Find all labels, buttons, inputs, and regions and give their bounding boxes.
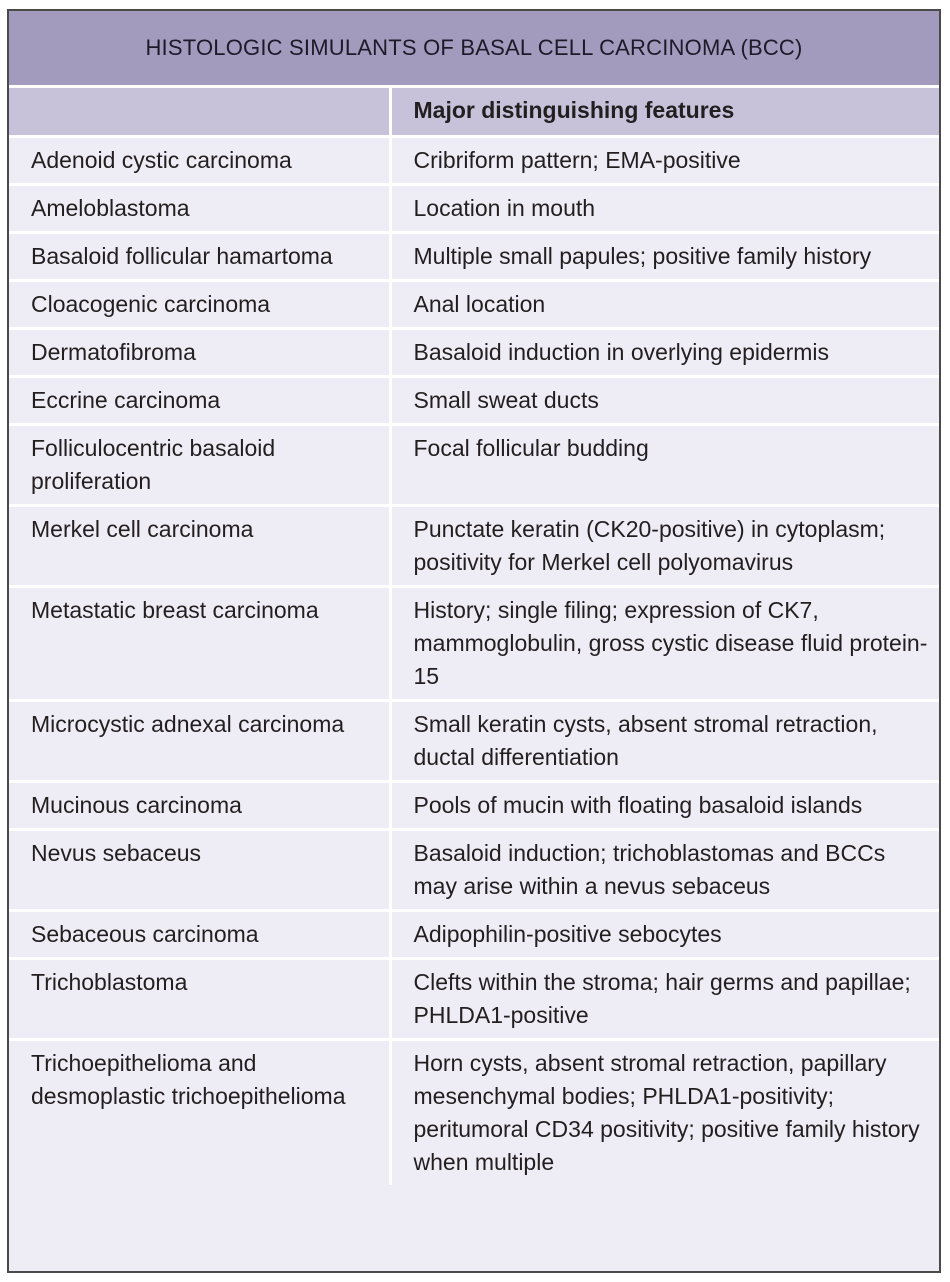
entity-cell: Nevus sebaceus	[9, 830, 390, 911]
table-row	[9, 425, 939, 506]
entity-cell: Mucinous carcinoma	[9, 782, 390, 830]
feature-cell: Anal location	[390, 281, 939, 329]
table-row	[9, 506, 939, 587]
table-row	[9, 701, 939, 782]
entity-cell: Trichoblastoma	[9, 959, 390, 1040]
table-title: HISTOLOGIC SIMULANTS OF BASAL CELL CARCINOMA (BCC)	[9, 11, 939, 88]
feature-cell: Basaloid induction in overlying epidermis	[390, 329, 939, 377]
entity-cell: Metastatic breast carcinoma	[9, 587, 390, 701]
feature-cell: Multiple small papules; positive family history	[390, 233, 939, 281]
table-frame	[7, 9, 941, 1273]
entity-cell: Folliculocentric basaloid proliferation	[9, 425, 390, 506]
table-row	[9, 377, 939, 425]
table-row	[9, 959, 939, 1040]
table-row	[9, 911, 939, 959]
feature-cell: History; single filing; expression of CK7, mammoglobulin, gross cystic disease fluid protein-15	[390, 587, 939, 701]
feature-cell: Adipophilin-positive sebocytes	[390, 911, 939, 959]
feature-cell: Small sweat ducts	[390, 377, 939, 425]
entity-cell: Cloacogenic carcinoma	[9, 281, 390, 329]
entity-cell: Dermatofibroma	[9, 329, 390, 377]
entity-cell: Sebaceous carcinoma	[9, 911, 390, 959]
entity-cell: Adenoid cystic carcinoma	[9, 137, 390, 185]
entity-cell: Basaloid follicular hamartoma	[9, 233, 390, 281]
table-row	[9, 587, 939, 701]
feature-cell: Clefts within the stroma; hair germs and papillae; PHLDA1-positive	[390, 959, 939, 1040]
entity-cell: Ameloblastoma	[9, 185, 390, 233]
feature-cell: Focal follicular budding	[390, 425, 939, 506]
table-row	[9, 830, 939, 911]
feature-cell: Cribriform pattern; EMA-positive	[390, 137, 939, 185]
table-row	[9, 233, 939, 281]
simulants-table	[9, 88, 939, 1185]
column-header-entity	[9, 88, 390, 137]
feature-cell: Punctate keratin (CK20-positive) in cytoplasm; positivity for Merkel cell polyomavirus	[390, 506, 939, 587]
table-row	[9, 1040, 939, 1186]
table-row	[9, 137, 939, 185]
table-row	[9, 185, 939, 233]
table-row	[9, 782, 939, 830]
header-row	[9, 88, 939, 137]
feature-cell: Basaloid induction; trichoblastomas and BCCs may arise within a nevus sebaceus	[390, 830, 939, 911]
entity-cell: Merkel cell carcinoma	[9, 506, 390, 587]
entity-cell: Trichoepithelioma and desmoplastic trichoepithelioma	[9, 1040, 390, 1186]
feature-cell: Small keratin cysts, absent stromal retraction, ductal differentiation	[390, 701, 939, 782]
table-row	[9, 329, 939, 377]
feature-cell: Location in mouth	[390, 185, 939, 233]
feature-cell: Pools of mucin with floating basaloid islands	[390, 782, 939, 830]
feature-cell: Horn cysts, absent stromal retraction, papillary mesenchymal bodies; PHLDA1-positivity; peritumoral CD34 positivity; positive family history when multiple	[390, 1040, 939, 1186]
column-header-features: Major distinguishing features	[390, 88, 939, 137]
table-row	[9, 281, 939, 329]
entity-cell: Microcystic adnexal carcinoma	[9, 701, 390, 782]
entity-cell: Eccrine carcinoma	[9, 377, 390, 425]
